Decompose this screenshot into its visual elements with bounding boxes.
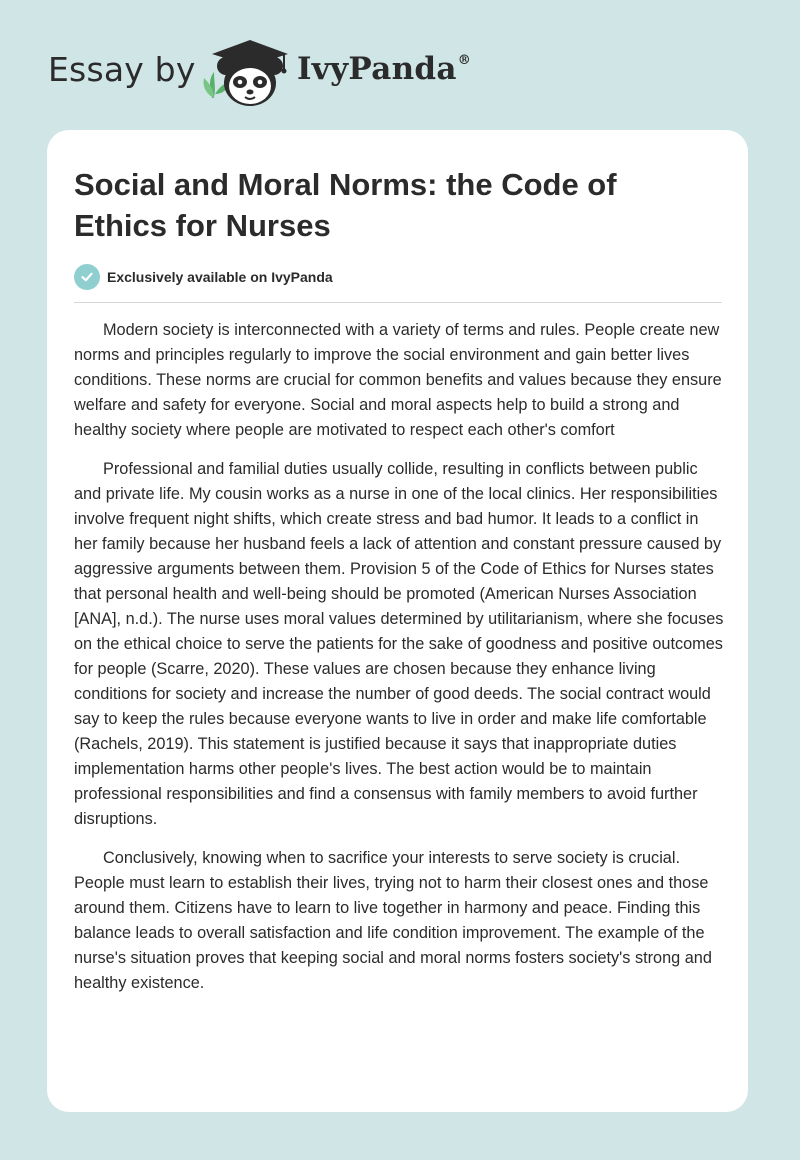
exclusive-badge	[74, 264, 333, 290]
registered-mark: ®	[457, 52, 472, 68]
brand-name-text: IvyPanda	[297, 51, 457, 87]
exclusive-badge-label: Exclusively available on IvyPanda	[107, 269, 333, 285]
paragraph-2: Professional and familial duties usually collide, resulting in conflicts between public and private life. My cousin works as a nurse in one of the local clinics. Her responsibilities involve frequent night shifts, which create stress and bad humor. It leads to a conflict in her family because her husband feels a lack of attention and constant pressure caused by aggressive arguments between them. Provision 5 of the Code of Ethics for Nurses states that personal health and well-being should be promoted (American Nurses Association [ANA], n.d.). The nurse uses moral values determined by utilitarianism, where she focuses on the ethical choice to serve the patients for the sake of goodness and positive outcomes for people (Scarre, 2020). These values are chosen because they enhance living conditions for society and increase the number of good deeds. The social contract would say to keep the rules because everyone wants to live in order and make life comfortable (Rachels, 2019). This statement is justified because it says that inappropriate duties implementation harms other people's lives. The best action would be to maintain professional responsibilities and find a consensus with family members to avoid further disruptions.	[74, 460, 724, 828]
essay-card	[47, 130, 748, 1112]
title-divider	[74, 302, 722, 303]
check-circle-icon	[74, 264, 100, 290]
site-header	[0, 0, 800, 130]
paragraph-3: Conclusively, knowing when to sacrifice your interests to serve society is crucial. People must learn to establish their lives, trying not to harm their closest ones and those around them. Citizens have to learn to live together in harmony and peace. Finding this balance leads to overall satisfaction and life condition improvement. The example of the nurse's situation proves that keeping social and moral norms fosters society's strong and healthy existence.	[74, 849, 712, 992]
paragraph-1: Modern society is interconnected with a variety of terms and rules. People create new norms and principles regularly to improve the social environment and gain better lives conditions. These norms are crucial for common benefits and values because they ensure welfare and safety for everyone. Social and moral aspects help to build a strong and healthy society where people are motivated to respect each other's comfort	[74, 321, 722, 439]
panda-graduate-icon[interactable]	[200, 36, 294, 110]
essay-by-label: Essay by	[48, 50, 196, 89]
essay-title: Social and Moral Norms: the Code of Ethics for Nurses	[74, 167, 617, 243]
essay-body	[74, 318, 724, 1010]
brand-name[interactable]	[297, 51, 471, 87]
